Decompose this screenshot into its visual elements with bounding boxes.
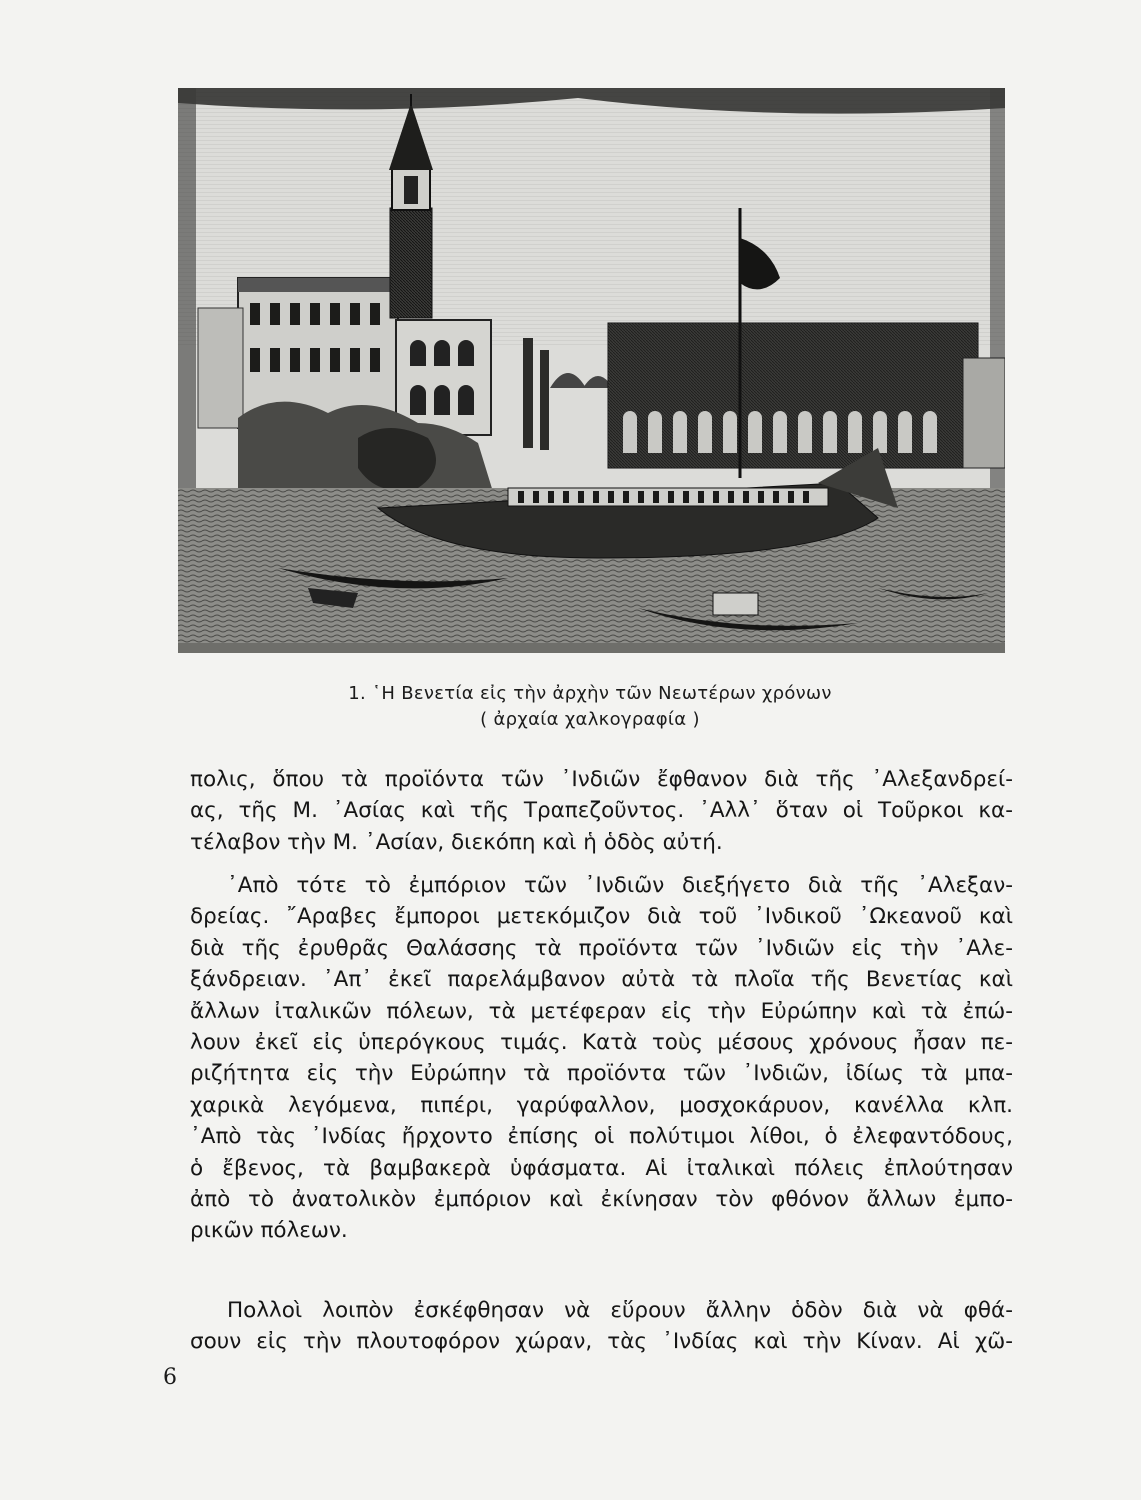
paragraph-3 [190, 1295, 1013, 1358]
text-line: τέλαβον τὴν Μ. ᾿Ασίαν, διεκόπη καὶ ἡ ὁδὸς αὐτή. [190, 829, 723, 855]
text-line: ριζήτητα εἰς τὴν Εὐρώπην τὰ προϊόντα τῶν ᾿Ινδιῶν, ἰδίως τὰ μπα- [190, 1061, 1013, 1087]
text-line: σουν εἰς τὴν πλουτοφόρον χώραν, τὰς ᾿Ινδίας καὶ τὴν Κίναν. Αἱ χῶ- [190, 1329, 1013, 1355]
figure-caption-subtitle: ( ἀρχαία χαλκογραφία ) [480, 709, 700, 730]
text-line: δρείας. ῎Αραβες ἔμποροι μετεκόμιζον διὰ τοῦ ᾿Ινδικοῦ ᾿Ωκεανοῦ καὶ [190, 904, 1013, 930]
text-line: ᾿Απὸ τὰς ᾿Ινδίας ἤρχοντο ἐπίσης οἱ πολύτιμοι λίθοι, ὁ ἐλεφαντόδους, [190, 1124, 1013, 1150]
venice-engraving-image [178, 88, 1005, 653]
text-line: ἀπὸ τὸ ἀνατολικὸν ἐμπόριον καὶ ἐκίνησαν τὸν φθόνον ἄλλων ἐμπο- [190, 1187, 1013, 1213]
text-line: ᾿Απὸ τότε τὸ ἐμπόριον τῶν ᾿Ινδιῶν διεξήγετο διὰ τῆς ᾿Αλεξαν- [227, 873, 1013, 898]
text-line: ἄλλων ἰταλικῶν πόλεων, τὰ μετέφεραν εἰς τὴν Εὐρώπην καὶ τὰ ἐπώ- [190, 998, 1013, 1024]
text-line: χαρικὰ λεγόμενα, πιπέρι, γαρύφαλλον, μοσχοκάρυον, κανέλλα κλπ. [190, 1092, 1013, 1118]
text-line: ξάνδρειαν. ᾿Απ᾿ ἐκεῖ παρελάμβανον αὐτὰ τὰ πλοῖα τῆς Βενετίας καὶ [190, 967, 1013, 993]
text-line: διὰ τῆς ἐρυθρᾶς Θαλάσσης τὰ προϊόντα τῶν ᾿Ινδιῶν εἰς τὴν ᾿Αλε- [190, 935, 1013, 961]
text-line: πολις, ὅπου τὰ προϊόντα τῶν ᾿Ινδιῶν ἔφθανον διὰ τῆς ᾿Αλεξανδρεί- [190, 767, 1013, 792]
text-line: Πολλοὶ λοιπὸν ἐσκέφθησαν νὰ εὕρουν ἄλλην ὁδὸν διὰ νὰ φθά- [227, 1298, 1013, 1323]
paragraph-1 [190, 764, 1013, 858]
paragraph-2 [190, 870, 1013, 1247]
figure-caption: 1. ῾Η Βενετία εἰς τὴν ἀρχὴν τῶν Νεωτέρων χρόνων [348, 683, 832, 704]
text-line: ρικῶν πόλεων. [190, 1218, 348, 1244]
text-line: λουν ἐκεῖ εἰς ὑπερόγκους τιμάς. Κατὰ τοὺς μέσους χρόνους ἦσαν πε- [190, 1030, 1013, 1056]
text-line: ὁ ἔβενος, τὰ βαμβακερὰ ὑφάσματα. Αἱ ἰταλικαὶ πόλεις ἐπλούτησαν [190, 1155, 1013, 1181]
text-line: ας, τῆς Μ. ᾿Ασίας καὶ τῆς Τραπεζοῦντος. ᾿Αλλ᾿ ὅταν οἱ Τοῦρκοι κα- [190, 798, 1013, 824]
page-number: 6 [163, 1365, 177, 1390]
